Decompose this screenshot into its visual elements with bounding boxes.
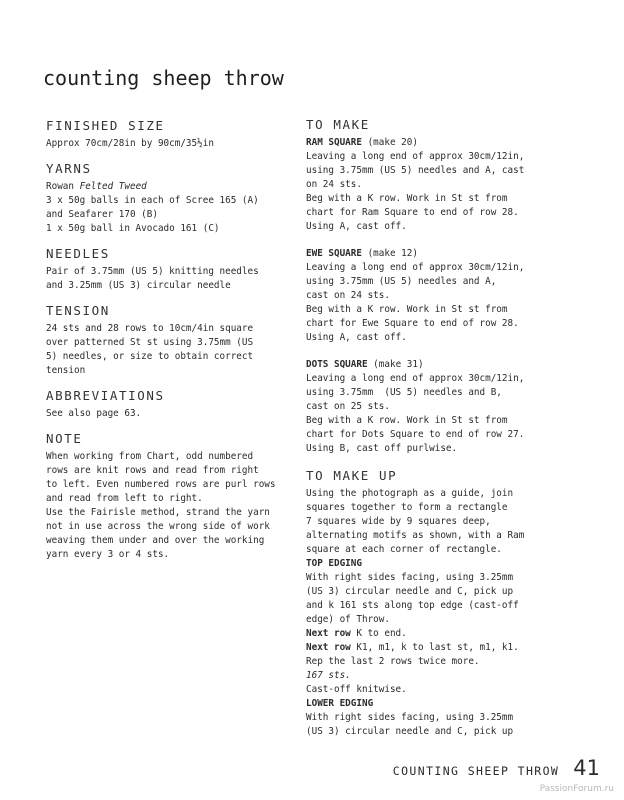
ewe-line: Leaving a long end of approx 30cm/12in,: [306, 262, 525, 273]
finished-size-text: Approx 70cm/28in by 90cm/35½in: [46, 138, 214, 149]
note-line: and read from left to right.: [46, 493, 203, 504]
needles-heading: NEEDLES: [46, 246, 110, 261]
yarns-section: [46, 161, 286, 236]
ewe-square-name: EWE SQUARE: [306, 248, 362, 259]
left-column: [46, 118, 286, 570]
note-line: weaving them under and over the working: [46, 535, 265, 546]
ram-line: chart for Ram Square to end of row 28.: [306, 207, 519, 218]
note-line: Use the Fairisle method, strand the yarn: [46, 507, 270, 518]
tension-line: 24 sts and 28 rows to 10cm/4in square: [46, 323, 254, 334]
top-edging-line: With right sides facing, using 3.25mm: [306, 572, 514, 583]
to-make-up-heading: TO MAKE UP: [306, 468, 398, 483]
lower-edging-line: With right sides facing, using 3.25mm: [306, 712, 514, 723]
note-heading: NOTE: [46, 431, 83, 446]
next-row-label: Next row: [306, 642, 351, 653]
abbreviations-text: See also page 63.: [46, 408, 142, 419]
note-line: When working from Chart, odd numbered: [46, 451, 254, 462]
next-row-label: Next row: [306, 628, 351, 639]
dots-line: chart for Dots Square to end of row 27.: [306, 429, 525, 440]
ram-line: Leaving a long end of approx 30cm/12in,: [306, 151, 525, 162]
yarn-brand-name: Rowan: [46, 181, 80, 192]
dots-square-qty: (make 31): [367, 359, 424, 370]
repeat-line: Rep the last 2 rows twice more.: [306, 656, 480, 667]
dots-line: Using B, cast off purlwise.: [306, 443, 458, 454]
ewe-line: chart for Ewe Square to end of row 28.: [306, 318, 519, 329]
lower-edging-title: LOWER EDGING: [306, 698, 374, 709]
note-line: not in use across the wrong side of work: [46, 521, 270, 532]
note-line: yarn every 3 or 4 sts.: [46, 549, 170, 560]
tension-heading: TENSION: [46, 303, 110, 318]
note-line: to left. Even numbered rows are purl rows: [46, 479, 276, 490]
ewe-square-qty: (make 12): [361, 248, 418, 259]
next-row-text: K1, m1, k to last st, m1, k1.: [350, 642, 519, 653]
page-number: 41: [573, 756, 600, 780]
tension-section: [46, 303, 286, 378]
needles-line: Pair of 3.75mm (US 5) knitting needles: [46, 266, 259, 277]
watermark: PassionForum.ru: [539, 784, 614, 794]
dots-square-title: [306, 358, 534, 372]
ewe-line: Beg with a K row. Work in St st from: [306, 304, 508, 315]
stitch-count: 167 sts.: [306, 670, 351, 681]
dots-line: Leaving a long end of approx 30cm/12in,: [306, 373, 525, 384]
yarn-line: and Seafarer 170 (B): [46, 209, 158, 220]
ram-line: Beg with a K row. Work in St st from: [306, 193, 508, 204]
make-up-line: squares together to form a rectangle: [306, 502, 508, 513]
dots-line: cast on 25 sts.: [306, 401, 390, 412]
lower-edging-line: (US 3) circular needle and C, pick up: [306, 726, 514, 737]
yarns-heading: YARNS: [46, 161, 92, 176]
top-edging-line: (US 3) circular needle and C, pick up: [306, 586, 514, 597]
make-up-line: 7 squares wide by 9 squares deep,: [306, 516, 491, 527]
finished-size-heading: FINISHED SIZE: [46, 118, 165, 133]
top-edging-line: edge) of Throw.: [306, 614, 390, 625]
page-footer: [393, 756, 600, 780]
next-row-text: K to end.: [350, 628, 407, 639]
ram-square-name: RAM SQUARE: [306, 137, 362, 148]
cast-off-line: Cast-off knitwise.: [306, 684, 407, 695]
right-column: [306, 117, 534, 739]
dots-line: Beg with a K row. Work in St st from: [306, 415, 508, 426]
ewe-line: Using A, cast off.: [306, 332, 407, 343]
ram-square-qty: (make 20): [361, 137, 418, 148]
top-edging-title: TOP EDGING: [306, 558, 362, 569]
abbreviations-heading: ABBREVIATIONS: [46, 388, 165, 403]
yarn-brand: [46, 180, 286, 194]
dots-line: using 3.75mm (US 5) needles and B,: [306, 387, 502, 398]
yarn-line: 1 x 50g ball in Avocado 161 (C): [46, 223, 220, 234]
page-title: counting sheep throw: [43, 66, 284, 90]
to-make-heading: TO MAKE: [306, 117, 370, 132]
running-footer-title: COUNTING SHEEP THROW: [392, 764, 560, 778]
needles-section: [46, 246, 286, 293]
ewe-line: cast on 24 sts.: [306, 290, 390, 301]
make-up-line: alternating motifs as shown, with a Ram: [306, 530, 525, 541]
ram-line: Using A, cast off.: [306, 221, 407, 232]
ram-line: using 3.75mm (US 5) needles and A, cast: [306, 165, 525, 176]
needles-line: and 3.25mm (US 3) circular needle: [46, 280, 231, 291]
yarn-type: Felted Tweed: [79, 181, 147, 192]
make-up-line: Using the photograph as a guide, join: [306, 488, 514, 499]
abbreviations-section: [46, 388, 286, 421]
tension-line: tension: [46, 365, 86, 376]
next-row-2: [306, 641, 534, 655]
dots-square-name: DOTS SQUARE: [306, 359, 368, 370]
next-row-1: [306, 627, 534, 641]
top-edging-line: and k 161 sts along top edge (cast-off: [306, 600, 519, 611]
tension-line: 5) needles, or size to obtain correct: [46, 351, 254, 362]
yarn-line: 3 x 50g balls in each of Scree 165 (A): [46, 195, 259, 206]
ram-line: on 24 sts.: [306, 179, 362, 190]
finished-size-section: [46, 118, 286, 151]
note-section: [46, 431, 286, 562]
ewe-line: using 3.75mm (US 5) needles and A,: [306, 276, 497, 287]
ewe-square-title: [306, 247, 534, 261]
ram-square-title: [306, 136, 534, 150]
make-up-line: square at each corner of rectangle.: [306, 544, 502, 555]
note-line: rows are knit rows and read from right: [46, 465, 259, 476]
tension-line: over patterned St st using 3.75mm (US: [46, 337, 254, 348]
